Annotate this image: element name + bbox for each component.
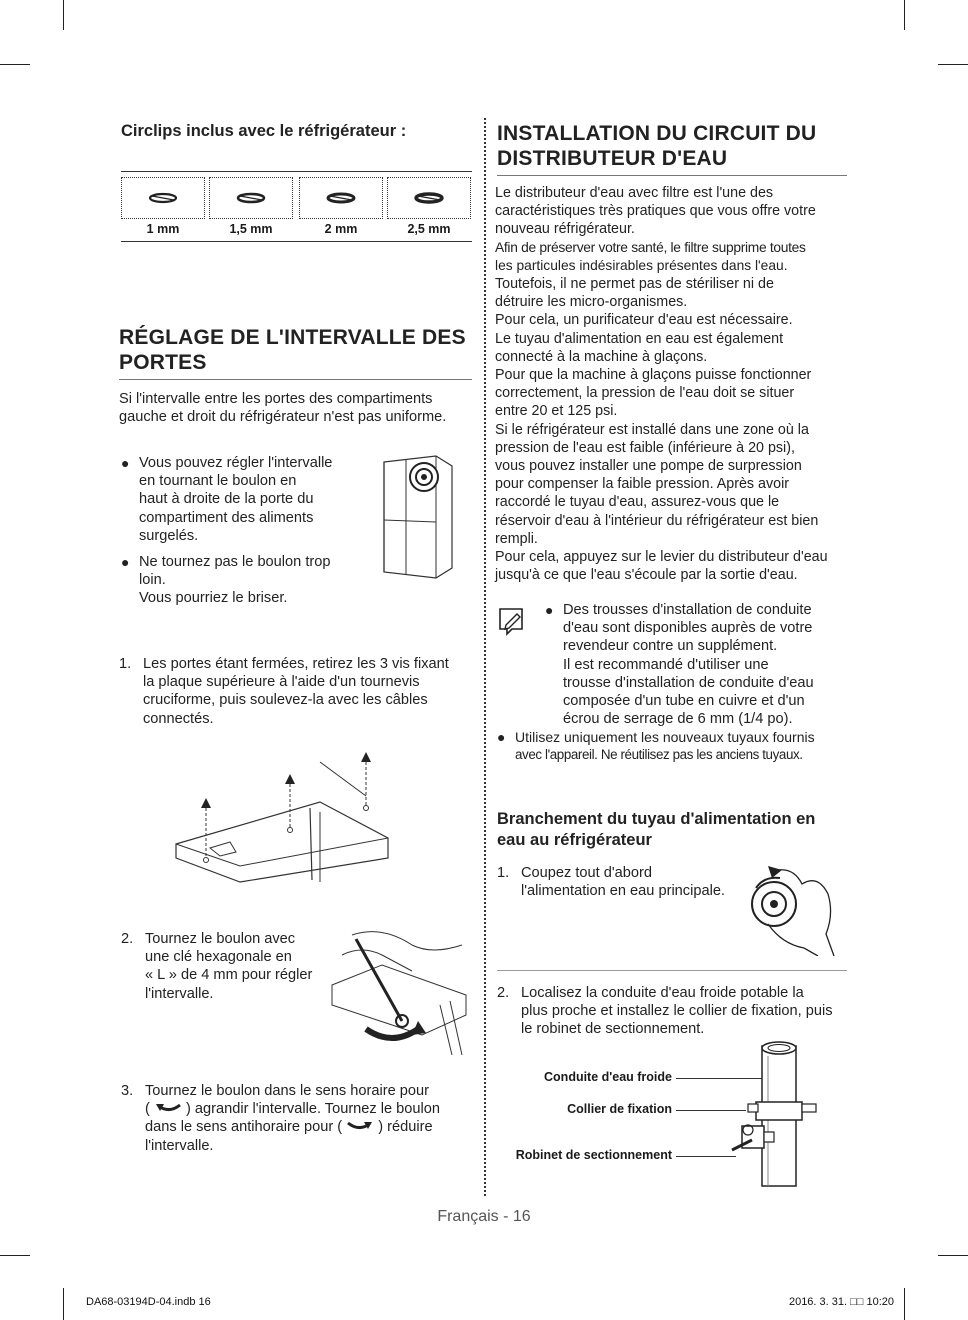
circlip-icon: [300, 178, 382, 218]
section-title-rule: [497, 175, 847, 176]
step-3-line-2: ( ) agrandir l'intervalle. Tournez le boulon: [145, 1101, 441, 1118]
crop-mark: [938, 1255, 968, 1256]
step-divider-rule: [497, 970, 847, 971]
crop-mark: [63, 1288, 64, 1320]
hex-key-illustration: [322, 925, 470, 1055]
callout-clamp: Collier de fixation: [567, 1102, 672, 1116]
top-plate-illustration: [170, 748, 400, 884]
circlips-top-rule: [121, 171, 472, 172]
bullet-dot: ●: [121, 554, 130, 570]
clockwise-arrow-icon: [154, 1101, 182, 1113]
section-title-line: INSTALLATION DU CIRCUIT DU: [497, 122, 817, 145]
bullet-dot: ●: [121, 455, 130, 471]
pipe-valve-illustration: [728, 1040, 828, 1190]
fridge-illustration: [376, 452, 460, 582]
step-1-remove-screws: 1. Les portes étant fermées, retirez les 3 vis fixant la plaque supérieure à l'aide d'un tournevis cruciforme, puis soulevez-la avec les câbles connectés.: [119, 656, 449, 727]
valve-knob-illustration: [738, 864, 842, 956]
section-title-door-gap: [119, 325, 466, 375]
crop-mark: [0, 1255, 30, 1256]
note-icon: [497, 606, 529, 636]
circlip-label: 2,5 mm: [407, 222, 451, 236]
bullet-warning: ● Ne tournez pas le boulon trop loin. Vous pourriez le briser.: [121, 554, 331, 607]
step-3-turn-bolt: 3. Tournez le boulon dans le sens horaire pour ( ) agrandir l'intervalle. Tournez le boulon dans le sens antihoraire pour ( ) réduire l'intervalle.: [121, 1083, 441, 1154]
circlip-2-5mm: [387, 177, 471, 219]
section-title-line: PORTES: [119, 351, 207, 374]
circlip-label: 2 mm: [324, 222, 358, 236]
bullet-dot: ●: [497, 729, 506, 745]
callout-shutoff-valve: Robinet de sectionnement: [515, 1148, 672, 1162]
step-2-locate-line: 2. Localisez la conduite d'eau froide potable la plus proche et installez le collier de fixation, puis le robinet de sectionnement.: [497, 985, 833, 1038]
circlip-icon: [388, 178, 470, 218]
bullet-adjust-gap: ● Vous pouvez régler l'intervalle en tournant le boulon en haut à droite de la porte du compartiment des aliments surgelés.: [121, 455, 333, 544]
note-bullet-new-hoses: ● Utilisez uniquement les nouveaux tuyaux fournis avec l'appareil. Ne réutilisez pas les anciens tuyaux.: [497, 728, 815, 764]
water-dispenser-body: Le distributeur d'eau avec filtre est l'une des caractéristiques très pratiques que vous offre votre nouveau réfrigérateur. Afin de préserver votre santé, le filtre supprime toutes les particules indésirables présentes dans l'eau. Toutefois, il ne permet pas de stériliser ni de détruire les micro-organismes. Pour cela, un purificateur d'eau est nécessaire. Le tuyau d'alimentation en eau est également connecté à la machine à glaçons. Pour que la machine à glaçons puisse fonctionner correctement, la pression de l'eau doit se situer entre 20 et 125 psi. Si le réfrigérateur est installé dans une zone où la pression de l'eau est faible (inférieure à 20 psi), vous pouvez installer une pompe de surpression pour compenser la faible pression. Après avoir raccordé le tuyau d'eau, assurez-vous que le réservoir d'eau à l'intérieur du réfrigérateur est bien rempli. Pour cela, appuyez sur le levier du distributeur d'eau jusqu'à ce que l'eau s'écoule par la sortie d'eau.: [495, 185, 828, 584]
subsection-title-water-line: Branchement du tuyau d'alimentation en eau au réfrigérateur: [497, 810, 816, 849]
circlips-bottom-rule: [121, 241, 472, 242]
circlips-title: Circlips inclus avec le réfrigérateur :: [121, 122, 407, 140]
step-3-line-3: dans le sens antihoraire pour ( ) réduire: [145, 1119, 433, 1136]
circlip-2mm: [299, 177, 383, 219]
note-bullet-kits: ● Des trousses d'installation de conduite d'eau sont disponibles auprès de votre revendeur contre un supplément. Il est recommandé d'utiliser une trousse d'installation de conduite d'eau composée d'un tube en cuivre et d'un écrou de serrage de 6 mm (1/4 po).: [545, 602, 814, 728]
circlip-icon: [122, 178, 204, 218]
section-title-rule: [119, 379, 472, 380]
circlip-label: 1,5 mm: [229, 222, 273, 236]
circlip-1mm: [121, 177, 205, 219]
bullet-dot: ●: [545, 602, 554, 618]
step-2-hex-key: 2. Tournez le boulon avec une clé hexagonale en « L » de 4 mm pour régler l'intervalle.: [121, 931, 313, 1002]
section-title-line: DISTRIBUTEUR D'EAU: [497, 147, 728, 170]
circlip-label: 1 mm: [146, 222, 180, 236]
footer-date-time: 2016. 3. 31. □□ 10:20: [788, 1296, 894, 1308]
counterclockwise-arrow-icon: [346, 1119, 374, 1131]
section-title-water-dispenser: [497, 121, 816, 171]
circlip-icon: [210, 178, 292, 218]
crop-mark: [938, 64, 968, 65]
step-1-shut-water: 1. Coupez tout d'abord l'alimentation en eau principale.: [497, 865, 725, 900]
crop-mark: [0, 64, 30, 65]
crop-mark: [904, 1288, 905, 1320]
section-title-line: RÉGLAGE DE L'INTERVALLE DES: [119, 326, 466, 349]
door-gap-intro: Si l'intervalle entre les portes des compartiments gauche et droit du réfrigérateur n'est pas uniforme.: [119, 391, 447, 426]
column-divider: [484, 118, 486, 1196]
callout-cold-water-line: Conduite d'eau froide: [544, 1070, 672, 1084]
footer-file-name: DA68-03194D-04.indb 16: [86, 1296, 211, 1308]
callout-line: [676, 1156, 736, 1157]
page-number: Français - 16: [437, 1208, 531, 1225]
crop-mark: [63, 0, 64, 30]
crop-mark: [904, 0, 905, 30]
circlip-1-5mm: [209, 177, 293, 219]
